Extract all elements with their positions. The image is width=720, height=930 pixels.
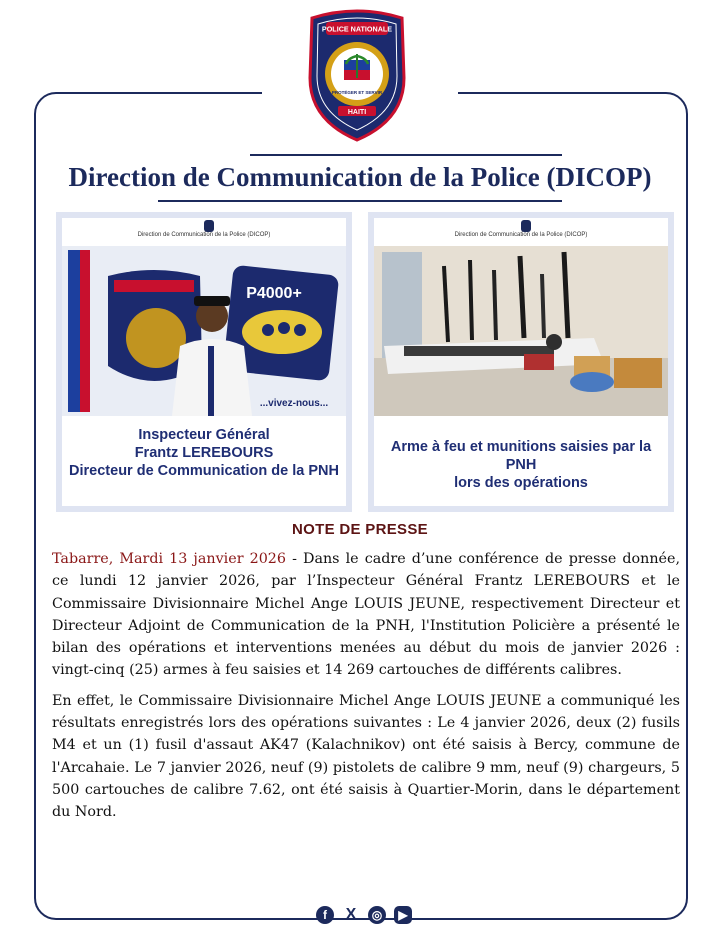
instagram-icon[interactable]: ◎	[368, 906, 386, 924]
svg-text:HAITI: HAITI	[347, 109, 367, 116]
seized-weapons-photo	[374, 246, 668, 416]
press-note-body	[52, 548, 680, 832]
panel-inspector	[56, 212, 352, 512]
youtube-icon[interactable]: ▶	[394, 906, 412, 924]
title-rule-top	[250, 154, 562, 156]
mini-logo-icon	[521, 220, 531, 232]
svg-text:...vivez-nous...: ...vivez-nous...	[259, 398, 329, 409]
caption-line: Inspecteur Général	[138, 427, 270, 443]
page-title: Direction de Communication de la Police (DICOP)	[68, 162, 652, 192]
x-icon[interactable]: X	[345, 906, 357, 923]
svg-text:POLICE NATIONALE: POLICE NATIONALE	[321, 24, 393, 34]
svg-text:PROTÉGER ET SERVIR: PROTÉGER ET SERVIR	[331, 90, 383, 95]
panel-inspector-inner	[62, 218, 346, 506]
paragraph-2: En effet, le Commissaire Divisionnaire Michel Ange LOUIS JEUNE a communiqué les résultats enregistrés lors des opérations suivantes : Le 4 janvier 2026, deux (2) fusils M4 et un (1) fusil d'assaut AK47 (Kalachnikov) ont été saisis à Bercy, commune de l'Arcahaie. Le 7 janvier 2026, neuf (9) pistolets de calibre 9 mm, neuf (9) chargeurs, 5 500 cartouches de calibre 7.62, ont été saisis à Quartier-Morin, dans le département du Nord.	[52, 692, 680, 821]
inspector-photo	[62, 246, 346, 416]
panel-header-text: Direction de Communication de la Police (DICOP)	[454, 232, 588, 238]
paragraph-1	[52, 548, 680, 682]
police-badge-logo	[304, 8, 410, 142]
caption-line: Frantz LEREBOURS	[134, 445, 274, 461]
panel-seizure-caption	[374, 438, 668, 492]
svg-text:P4000+: P4000+	[246, 285, 302, 302]
paragraph-1-text: - Dans le cadre d’une conférence de presse donnée, ce lundi 12 janvier 2026, par l’Inspecteur Général Frantz LEREBOURS et le Commissaire Divisionnaire Michel Ange LOUIS JEUNE, respectivement Directeur et Directeur Adjoint de Communication de la PNH, l'Institution Policière a présenté le bilan des opérations et interventions menées au début du mois de janvier 2026 : vingt-cinq (25) armes à feu saisies et 14 269 cartouches de différents calibres.	[52, 551, 680, 679]
caption-line: Directeur de Communication de la PNH	[69, 463, 339, 479]
facebook-icon[interactable]: f	[316, 906, 334, 924]
panel-seizure	[368, 212, 674, 512]
caption-line: Arme à feu et munitions saisies par la PNH	[390, 439, 652, 473]
panel-seizure-inner	[374, 218, 668, 506]
panel-inspector-caption	[62, 426, 346, 480]
title-rule-bottom	[158, 200, 562, 202]
caption-line: lors des opérations	[454, 475, 588, 491]
note-title: NOTE DE PRESSE	[292, 521, 428, 538]
location-date: Tabarre, Mardi 13 janvier 2026	[52, 551, 286, 567]
mini-logo-icon	[204, 220, 214, 232]
social-links	[316, 906, 412, 924]
panel-header-text: Direction de Communication de la Police (DICOP)	[137, 232, 271, 238]
